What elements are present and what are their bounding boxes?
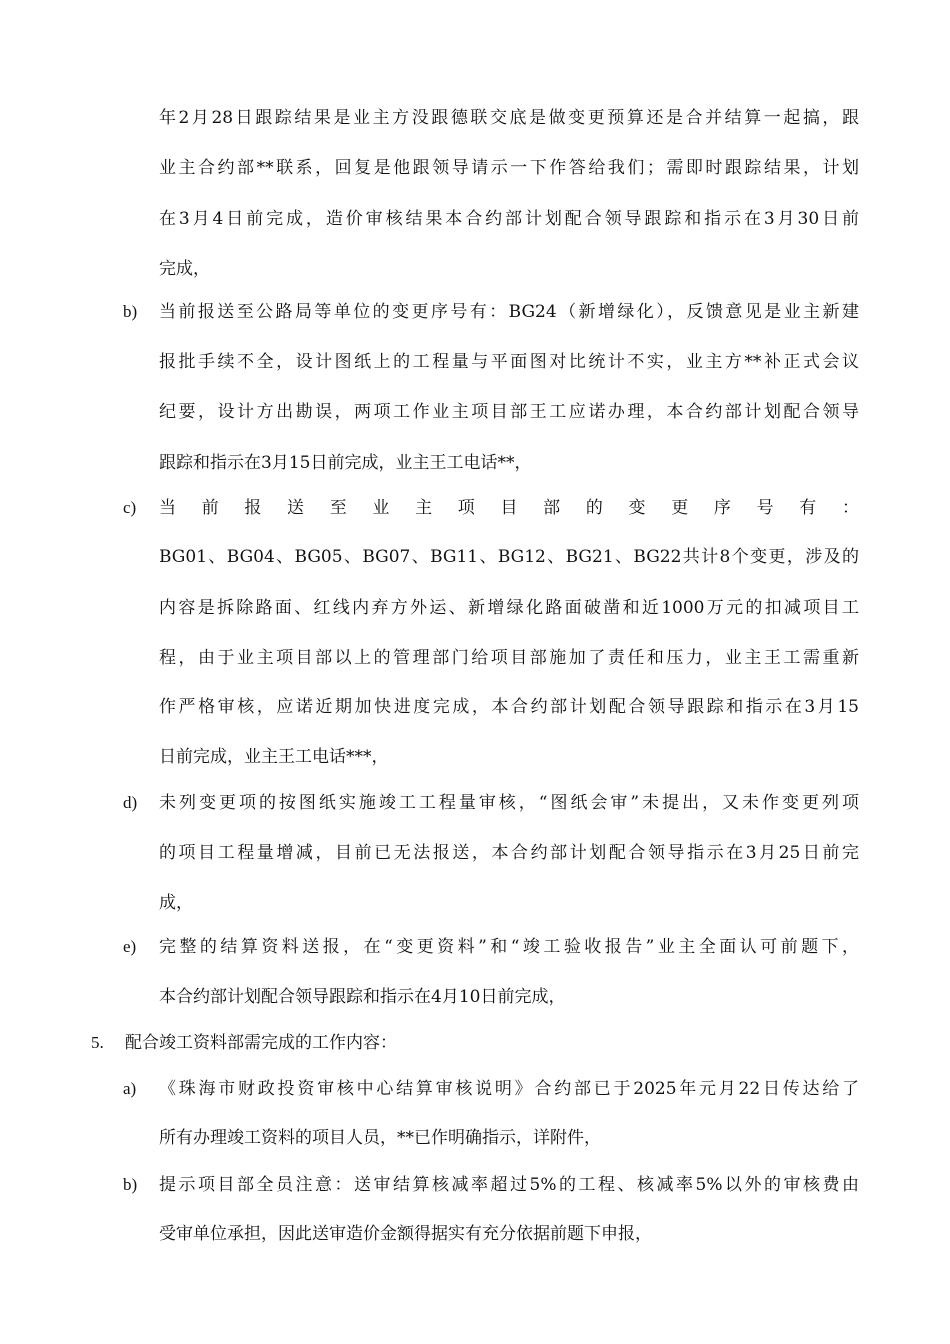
paragraph-line: 本合约部计划配合领导跟踪和指示在4月10日前完成， (159, 987, 566, 1007)
paragraph-line: 在3月4日前完成，造价审核结果本合约部计划配合领导跟踪和指示在3月30日前 (159, 209, 859, 229)
paragraph-line: 报批手续不全，设计图纸上的工程量与平面图对比统计不实，业主方**补正式会议 (159, 352, 859, 372)
list-marker: e) (123, 937, 137, 956)
paragraph-line: 当前报送至业主项目部的变更序号有： (159, 498, 859, 518)
paragraph-line: 提示项目部全员注意：送审结算核减率超过5%的工程、核减率5%以外的审核费由 (159, 1175, 859, 1195)
paragraph-line: 程，由于业主项目部以上的管理部门给项目部施加了责任和压力，业主王工需重新 (159, 648, 859, 668)
paragraph-line: 未列变更项的按图纸实施竣工工程量审核，“图纸会审”未提出，又未作变更列项 (159, 793, 859, 813)
paragraph-line: 的项目工程量增减，目前已无法报送，本合约部计划配合领导指示在3月25日前完 (159, 843, 859, 863)
paragraph-line: 跟踪和指示在3月15日前完成，业主王工电话**， (159, 453, 532, 473)
list-marker: d) (123, 793, 138, 812)
paragraph-line: 纪要，设计方出勘误，两项工作业主项目部王工应诺办理，本合约部计划配合领导 (159, 402, 859, 422)
paragraph-line: 当前报送至公路局等单位的变更序号有：BG24（新增绿化），反馈意见是业主新建 (159, 302, 859, 322)
paragraph-line: 日前完成，业主王工电话***， (159, 747, 389, 767)
list-marker: b) (123, 302, 138, 321)
list-marker: a) (123, 1079, 137, 1098)
section-number: 5. (91, 1033, 104, 1052)
paragraph-line: 所有办理竣工资料的项目人员，**已作明确指示，详附件， (159, 1128, 601, 1148)
paragraph-line: 年2月28日跟踪结果是业主方没跟德联交底是做变更预算还是合并结算一起搞，跟 (159, 108, 859, 128)
paragraph-line: 作严格审核，应诺近期加快进度完成，本合约部计划配合领导跟踪和指示在3月15 (159, 697, 859, 717)
paragraph-line: 完整的结算资料送报，在“变更资料”和“竣工验收报告”业主全面认可前题下， (159, 937, 859, 957)
paragraph-line: 成， (159, 893, 193, 913)
list-marker: b) (123, 1175, 138, 1194)
paragraph-line: BG01、BG04、BG05、BG07、BG11、BG12、BG21、BG22共计8个变更，涉及的 (159, 547, 859, 567)
paragraph-line: 《珠海市财政投资审核中心结算审核说明》合约部已于2025年元月22日传达给了 (159, 1079, 859, 1099)
paragraph-line: 完成， (159, 259, 210, 279)
list-marker: c) (123, 498, 137, 517)
paragraph-line: 业主合约部**联系，回复是他跟领导请示一下作答给我们；需即时跟踪结果，计划 (159, 158, 859, 178)
paragraph-line: 内容是拆除路面、红线内弃方外运、新增绿化路面破凿和近1000万元的扣减项目工 (159, 598, 859, 618)
section-heading: 配合竣工资料部需完成的工作内容： (125, 1033, 397, 1053)
paragraph-line: 受审单位承担，因此送审造价金额得据实有充分依据前题下申报， (159, 1224, 652, 1244)
